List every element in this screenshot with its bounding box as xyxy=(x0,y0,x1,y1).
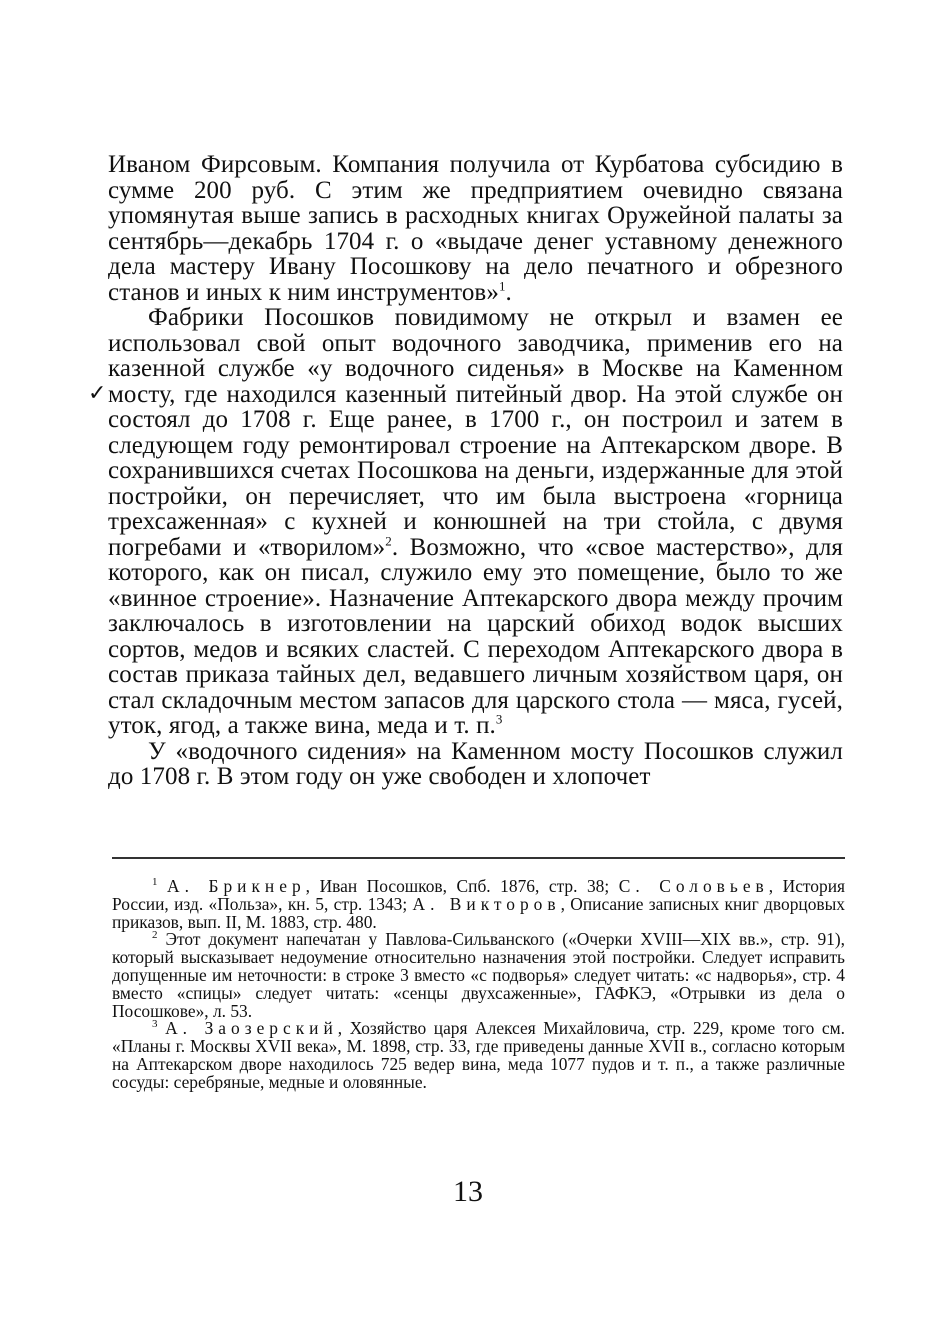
margin-check-mark: ✓ xyxy=(88,381,107,406)
paragraph-3: У «водочного сидения» на Каменном мосту Посошков служил до 1708 г. В этом году он уже свободен и хлопочет xyxy=(108,737,843,790)
paragraph-2: Фабрики Посошков повидимому не открыл и взамен ее использовал свой опыт водочного заводчика, применив его на казенной службе «у водочного сиденья» в Москве на Каменном мосту, где находился казенный питейный двор. На этой службе он состоял до 1708 г. Еще ранее, в 1700 г., он построил и затем в следующем году ремонтировал строение на Аптекарском дворе. В сохранившихся счетах Посошкова на деньги, издержанные для этой постройки, он перечисляет, что им была выстроена «горница трехсаженная» с кухней и конюшней на три стойла, с двумя погребами и «творилом»$^2$. Возможно, что «свое мастерство», для которого, как он писал, служило ему это помещение, было то же «винное строение». Назначение Аптекарского двора между прочим заключалось в изготовлении на царский обиход водок высших сортов, медов и всяких сластей. С переходом Аптекарского двора в состав приказа тайных дел, ведавшего личным хозяйством царя, он стал складочным местом запасов для царского стола — мяса, гусей, уток, ягод, а также вина, меда и т. п.$^3$ xyxy=(108,304,843,739)
main-text xyxy=(108,152,843,790)
footnote-ref-2: 2 xyxy=(385,533,392,549)
page-number: 13 xyxy=(453,1175,483,1208)
footnotes xyxy=(112,878,845,1092)
footnote-divider xyxy=(112,857,845,859)
footnote-1: $^1$ А. Брикнер, Иван Посошков, Спб. 1876, стр. 38; С. Соловьев, История России, изд. «Польза», кн. 5, стр. 1343; А. Викторов, Описание записных книг дворцовых приказов, вып. II, М. 1883, стр. 480. xyxy=(112,876,846,932)
footnote-2: $^2$ Этот документ напечатан у Павлова-Сильванского («Очерки XVIII—XIX вв.», стр. 91), который высказывает недоумение относительно назначения этой постройки. Следует исправить допущенные им неточности: в строке 3 вместо «с подворья» следует читать: «с надворья», стр. 4 вместо «спицы» следует читать: «сенцы двухсаженные», ГАФКЭ, «Отрывки из дела о Посошкове», л. 53. xyxy=(112,929,845,1021)
footnote-ref-3: 3 xyxy=(495,711,503,727)
paragraph-1: Иваном Фирсовым. Компания получила от Курбатова субсидию в сумме 200 руб. С этим же предприятием очевидно связана упомянутая выше запись в расходных книгах Оружейной палаты за сентябрь—декабрь 1704 г. о «выдаче денег уставному денежного дела мастеру Ивану Посошкову на дело печатного и обрезного станов и иных к ним инструментов»$^1$. xyxy=(108,151,843,306)
footnote-3: $^3$ А. Заозерский, Хозяйство царя Алексея Михайловича, стр. 229, кроме того см. «Планы г. Москвы XVII века», М. 1898, стр. 33, где приведены данные XVII в., согласно которым на Аптекарском дворе находилось 725 ведер вина, меда 1077 пудов и т. п., а также различные сосуды: серебряные, медные и оловянные. xyxy=(112,1018,845,1092)
footnote-ref-1: 1 xyxy=(498,278,506,294)
